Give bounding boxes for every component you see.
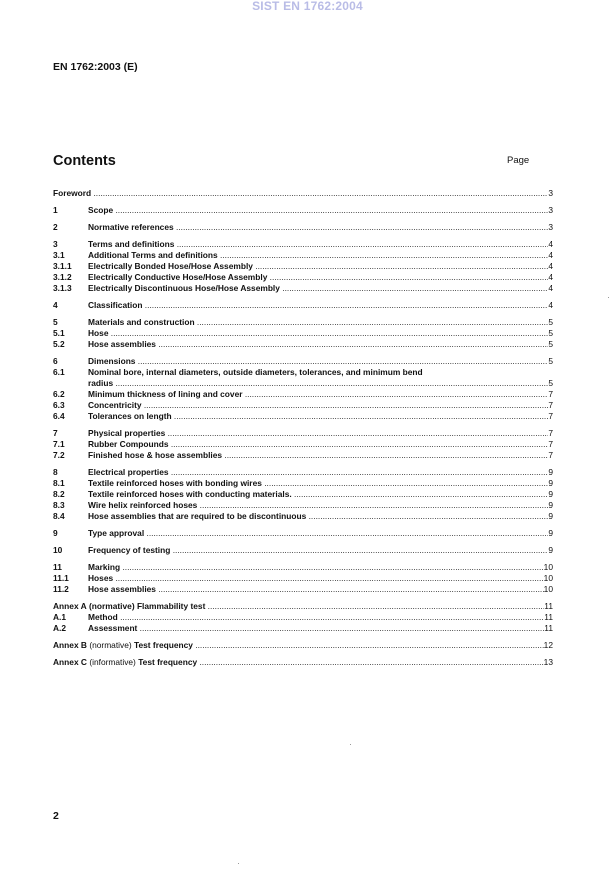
toc-page: 4 — [548, 250, 553, 260]
toc-number: 6 — [53, 356, 58, 366]
toc-title: Electrically Bonded Hose/Hose Assembly — [88, 261, 253, 271]
toc-page: 11 — [544, 601, 553, 611]
toc-entry — [53, 467, 553, 478]
toc-page: 3 — [548, 205, 553, 215]
toc-number: 7.1 — [53, 439, 65, 449]
toc-entry — [53, 188, 553, 199]
toc-page: 5 — [548, 378, 553, 388]
toc-page: 4 — [548, 283, 553, 293]
toc-title: Concentricity — [88, 400, 142, 410]
toc-page: 5 — [548, 328, 553, 338]
toc-entry — [53, 283, 553, 294]
toc-title-line — [88, 222, 553, 233]
toc-leader — [88, 545, 548, 556]
toc-leader — [88, 378, 548, 389]
toc-entry — [53, 500, 553, 511]
annex-label: Annex B — [53, 640, 87, 650]
toc-title: Materials and construction — [88, 317, 195, 327]
toc-page: 10 — [543, 573, 553, 583]
toc-title: Rubber Compounds — [88, 439, 169, 449]
toc-leader — [53, 640, 544, 651]
annex-entry — [53, 640, 553, 651]
toc-leader — [88, 339, 548, 350]
toc-number: 2 — [53, 222, 58, 232]
toc-title: Frequency of testing — [88, 545, 171, 555]
toc-entry — [53, 300, 553, 311]
annex-title: Test frequency — [138, 657, 198, 667]
toc-page: 7 — [548, 411, 553, 421]
toc-leader — [88, 356, 548, 367]
toc-title-line — [88, 450, 553, 461]
toc-entry — [53, 428, 553, 439]
toc-entry — [53, 250, 553, 261]
toc-page: 9 — [548, 489, 553, 499]
annex-title-line — [53, 640, 553, 651]
toc-title: Hose assemblies — [88, 584, 156, 594]
toc-number: 3 — [53, 239, 58, 249]
toc-title-continued: radius — [88, 378, 114, 388]
toc-title-line — [88, 573, 553, 584]
annex-kind: (informative) — [89, 657, 136, 667]
toc-leader — [88, 573, 544, 584]
annex-kind: (normative) — [89, 601, 135, 611]
toc-leader — [88, 489, 548, 500]
toc-page: 5 — [548, 339, 553, 349]
toc-title-line — [88, 623, 553, 634]
toc-number: 5.1 — [53, 328, 65, 338]
toc-title-line — [88, 545, 553, 556]
toc-number: 8.3 — [53, 500, 65, 510]
annex-title-line — [53, 657, 553, 668]
toc-title-line — [88, 389, 553, 400]
toc-leader — [88, 300, 548, 311]
annex-entry — [53, 657, 553, 668]
annex-title: Test frequency — [134, 640, 193, 650]
toc-leader — [88, 400, 548, 411]
toc-entry — [53, 261, 553, 272]
toc-title: Hose assemblies — [88, 339, 156, 349]
toc-leader — [88, 272, 548, 283]
toc-entry — [53, 389, 553, 400]
toc-number: 3.1.3 — [53, 283, 72, 293]
toc-title-line — [88, 400, 553, 411]
toc-page: 9 — [548, 528, 553, 538]
toc-number: 8.4 — [53, 511, 65, 521]
toc-leader — [88, 562, 544, 573]
toc-number: A.1 — [53, 612, 67, 622]
toc-page: 7 — [548, 400, 553, 410]
toc-number: 8.1 — [53, 478, 65, 488]
toc-leader — [88, 389, 548, 400]
toc-leader — [88, 439, 548, 450]
toc-entry — [53, 400, 553, 411]
toc-leader — [88, 450, 548, 461]
table-of-contents — [53, 188, 553, 668]
toc-entry — [53, 411, 553, 422]
toc-title: Dimensions — [88, 356, 136, 366]
toc-leader — [88, 205, 548, 216]
toc-number: 3.1.1 — [53, 261, 72, 271]
toc-entry — [53, 573, 553, 584]
toc-page: 5 — [548, 317, 553, 327]
toc-entry — [53, 239, 553, 250]
scan-speck — [608, 297, 609, 298]
toc-title-line — [88, 272, 553, 283]
toc-number: 3.1 — [53, 250, 65, 260]
toc-title-line — [88, 428, 553, 439]
toc-leader — [88, 283, 548, 294]
toc-title: Assessment — [88, 623, 138, 633]
toc-title-line — [88, 500, 553, 511]
toc-title-line — [88, 378, 553, 389]
toc-page: 10 — [543, 584, 553, 594]
toc-title-line — [88, 489, 553, 500]
toc-title: Terms and definitions — [88, 239, 175, 249]
toc-title: Tolerances on length — [88, 411, 172, 421]
annex-entry — [53, 601, 553, 612]
toc-entry — [53, 478, 553, 489]
toc-title: Normative references — [88, 222, 174, 232]
toc-number: 7.2 — [53, 450, 65, 460]
toc-title: Type approval — [88, 528, 145, 538]
toc-title: Electrically Discontinuous Hose/Hose Assembly — [88, 283, 280, 293]
annex-kind: (normative) — [89, 640, 132, 650]
scan-speck — [238, 863, 239, 864]
toc-leader — [88, 317, 548, 328]
toc-page: 11 — [544, 623, 553, 633]
toc-title-line — [88, 478, 553, 489]
toc-entry — [53, 528, 553, 539]
toc-title-line — [88, 439, 553, 450]
toc-page: 9 — [548, 500, 553, 510]
toc-page: 5 — [548, 356, 553, 366]
toc-entry — [53, 367, 553, 389]
toc-title-line — [88, 205, 553, 216]
toc-leader — [88, 261, 548, 272]
toc-entry — [53, 450, 553, 461]
toc-leader — [88, 428, 548, 439]
toc-number: 6.1 — [53, 367, 65, 377]
toc-number: 7 — [53, 428, 58, 438]
toc-title: Physical properties — [88, 428, 166, 438]
page-column-header: Page — [507, 155, 530, 166]
toc-title-line — [88, 356, 553, 367]
toc-leader — [88, 623, 544, 634]
toc-title-line — [88, 339, 553, 350]
toc-page: 4 — [548, 272, 553, 282]
toc-entry — [53, 339, 553, 350]
toc-title-line — [88, 261, 553, 272]
toc-number: 6.3 — [53, 400, 65, 410]
scan-speck — [350, 744, 351, 745]
toc-entry — [53, 328, 553, 339]
toc-title-line — [88, 328, 553, 339]
toc-number: 3.1.2 — [53, 272, 72, 282]
toc-title: Method — [88, 612, 118, 622]
toc-number: 5.2 — [53, 339, 65, 349]
toc-title-line — [88, 250, 553, 261]
toc-number: 6.2 — [53, 389, 65, 399]
toc-title: Textile reinforced hoses with bonding wires — [88, 478, 262, 488]
toc-leader — [88, 467, 548, 478]
toc-number: 4 — [53, 300, 58, 310]
document-id: EN 1762:2003 (E) — [53, 61, 138, 73]
toc-title: Hose — [88, 328, 109, 338]
toc-entry — [53, 205, 553, 216]
toc-page: 4 — [548, 300, 553, 310]
annex-label: Annex A — [53, 601, 87, 611]
toc-entry — [53, 356, 553, 367]
toc-title-line — [88, 612, 553, 623]
toc-title: Minimum thickness of lining and cover — [88, 389, 243, 399]
toc-title: Marking — [88, 562, 121, 572]
toc-number: 5 — [53, 317, 58, 327]
toc-number: 6.4 — [53, 411, 65, 421]
toc-page: 12 — [543, 640, 553, 650]
toc-title-line — [88, 239, 553, 250]
toc-title: Electrically Conductive Hose/Hose Assembly — [88, 272, 268, 282]
toc-number: 11 — [53, 562, 62, 572]
toc-title-line — [88, 584, 553, 595]
toc-title: Foreword — [53, 188, 92, 198]
annex-title: Flammability test — [136, 601, 206, 611]
toc-title: Electrical properties — [88, 467, 169, 477]
toc-title: Scope — [88, 205, 114, 215]
toc-leader — [88, 328, 548, 339]
toc-title-line — [88, 283, 553, 294]
toc-title: Nominal bore, internal diameters, outside diameters, tolerances, and minimum bend — [88, 367, 423, 377]
toc-number: 8.2 — [53, 489, 65, 499]
toc-entry — [53, 545, 553, 556]
toc-entry — [53, 439, 553, 450]
annex-label: Annex C — [53, 657, 87, 667]
toc-page: 4 — [548, 239, 553, 249]
toc-entry — [53, 317, 553, 328]
toc-title-line — [88, 511, 553, 522]
toc-title-line — [88, 467, 553, 478]
toc-title: Additional Terms and definitions — [88, 250, 218, 260]
toc-title-line — [88, 300, 553, 311]
toc-leader — [88, 511, 548, 522]
toc-page: 9 — [548, 478, 553, 488]
toc-page: 9 — [548, 545, 553, 555]
toc-page: 3 — [548, 188, 553, 198]
toc-leader — [88, 528, 548, 539]
toc-entry — [53, 584, 553, 595]
toc-entry — [53, 489, 553, 500]
toc-page: 9 — [548, 511, 553, 521]
toc-page: 13 — [543, 657, 553, 667]
toc-title-line — [53, 188, 553, 199]
toc-number: 11.2 — [53, 584, 69, 594]
toc-page: 7 — [548, 450, 553, 460]
toc-entry — [53, 272, 553, 283]
toc-leader — [53, 601, 544, 612]
toc-page: 7 — [548, 439, 553, 449]
toc-title: Hoses — [88, 573, 114, 583]
toc-page: 7 — [548, 389, 553, 399]
toc-page: 4 — [548, 261, 553, 271]
toc-title-line — [88, 317, 553, 328]
watermark: SIST EN 1762:2004 — [252, 0, 363, 13]
toc-page: 7 — [548, 428, 553, 438]
toc-number: 8 — [53, 467, 58, 477]
toc-title: Wire helix reinforced hoses — [88, 500, 198, 510]
annex-entry — [53, 612, 553, 623]
toc-page: 9 — [548, 467, 553, 477]
toc-leader — [88, 584, 544, 595]
page-title: Contents — [53, 153, 116, 169]
toc-number: 10 — [53, 545, 63, 555]
toc-leader — [53, 657, 544, 668]
annex-title-line — [53, 601, 553, 612]
toc-leader — [88, 222, 548, 233]
toc-leader — [53, 188, 548, 199]
annex-entry — [53, 623, 553, 634]
toc-number: 1 — [53, 205, 58, 215]
toc-title-line — [88, 562, 553, 573]
toc-entry — [53, 511, 553, 522]
toc-entry — [53, 562, 553, 573]
page-number: 2 — [53, 810, 59, 822]
toc-leader — [88, 500, 548, 511]
toc-number: 11.1 — [53, 573, 69, 583]
toc-page: 11 — [544, 612, 553, 622]
toc-page: 3 — [548, 222, 553, 232]
toc-title: Classification — [88, 300, 143, 310]
toc-number: 9 — [53, 528, 58, 538]
toc-leader — [88, 411, 548, 422]
toc-leader — [88, 250, 548, 261]
toc-title: Finished hose & hose assemblies — [88, 450, 223, 460]
toc-title-line — [88, 411, 553, 422]
toc-number: A.2 — [53, 623, 67, 633]
toc-page: 10 — [543, 562, 553, 572]
toc-leader — [88, 239, 548, 250]
toc-title: Hose assemblies that are required to be discontinuous — [88, 511, 307, 521]
toc-leader — [88, 478, 548, 489]
toc-entry — [53, 222, 553, 233]
toc-leader — [88, 612, 544, 623]
toc-title: Textile reinforced hoses with conducting materials. — [88, 489, 292, 499]
toc-title-line — [88, 528, 553, 539]
